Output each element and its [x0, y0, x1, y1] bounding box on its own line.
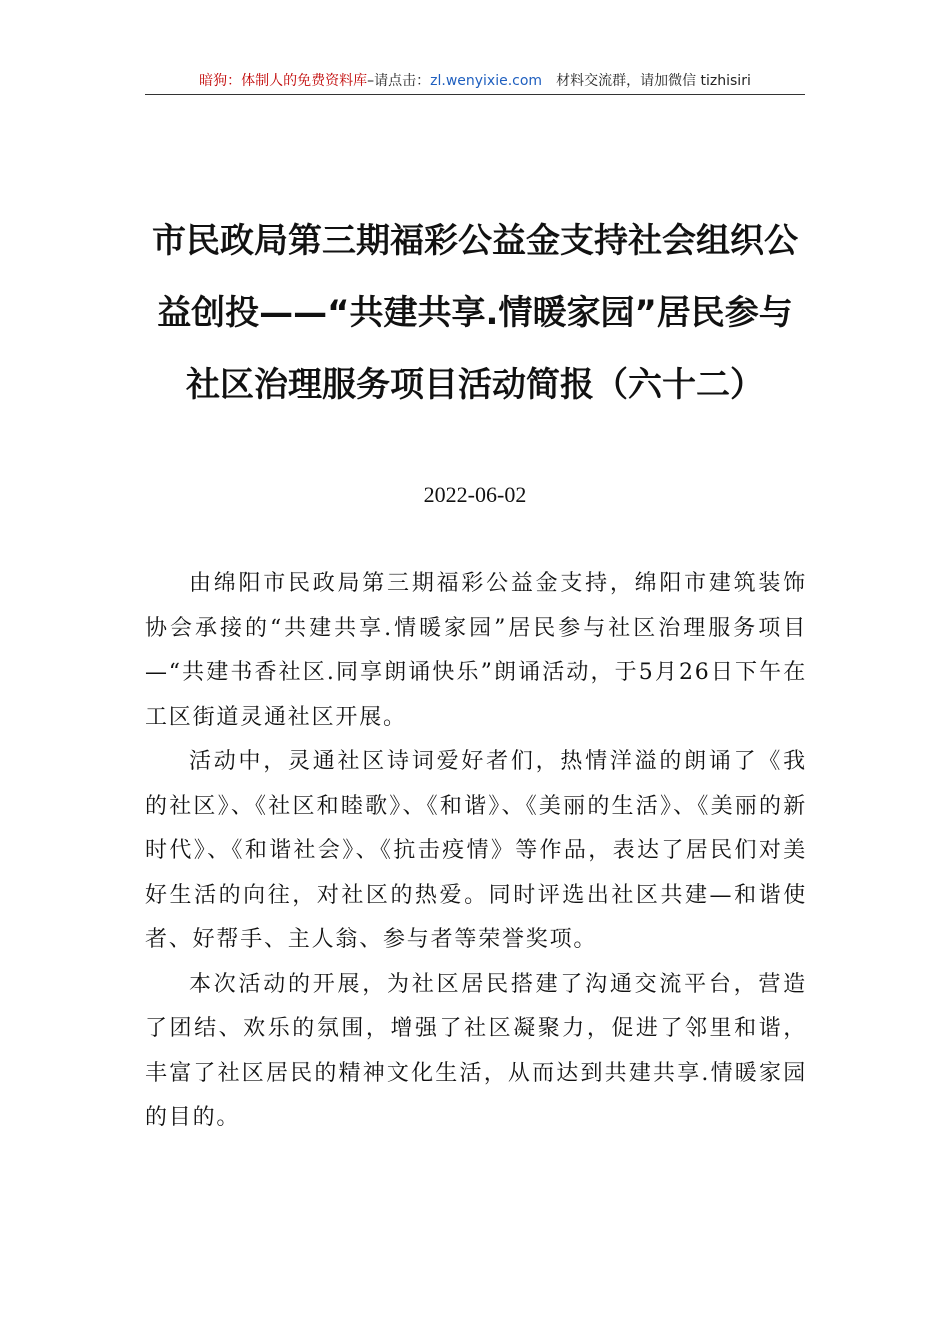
header-link[interactable]: zl.wenyixie.com: [430, 73, 543, 89]
document-date: 2022-06-02: [423, 482, 527, 507]
body-paragraph: 由绵阳市民政局第三期福彩公益金支持，绵阳市建筑装饰协会承接的“共建共享.情暖家园”居民参与社区治理服务项目—“共建书香社区.同享朗诵快乐”朗诵活动，于5月26日下午在工区街道灵通社区开展。: [145, 571, 807, 730]
document-body: [145, 562, 807, 1141]
header-brand: 暗狗：体制人的免费资料库: [199, 73, 368, 89]
page-header: [145, 70, 805, 95]
header-contact: 材料交流群，请加微信 tizhisiri: [556, 73, 751, 89]
body-paragraph: 活动中，灵通社区诗词爱好者们，热情洋溢的朗诵了《我的社区》、《社区和睦歌》、《和谐》、《美丽的生活》、《美丽的新时代》、《和谐社会》、《抗击疫情》等作品，表达了居民们对美好生活的向往，对社区的热爱。同时评选出社区共建—和谐使者、好帮手、主人翁、参与者等荣誉奖项。: [145, 749, 807, 952]
document-title: 市民政局第三期福彩公益金支持社会组织公益创投——“共建共享.情暖家园”居民参与社区治理服务项目活动简报（六十二）: [152, 221, 798, 405]
header-prompt: –请点击：: [367, 73, 431, 89]
body-paragraph: 本次活动的开展，为社区居民搭建了沟通交流平台，营造了团结、欢乐的氛围，增强了社区凝聚力，促进了邻里和谐，丰富了社区居民的精神文化生活，从而达到共建共享.情暖家园的目的。: [145, 971, 807, 1130]
